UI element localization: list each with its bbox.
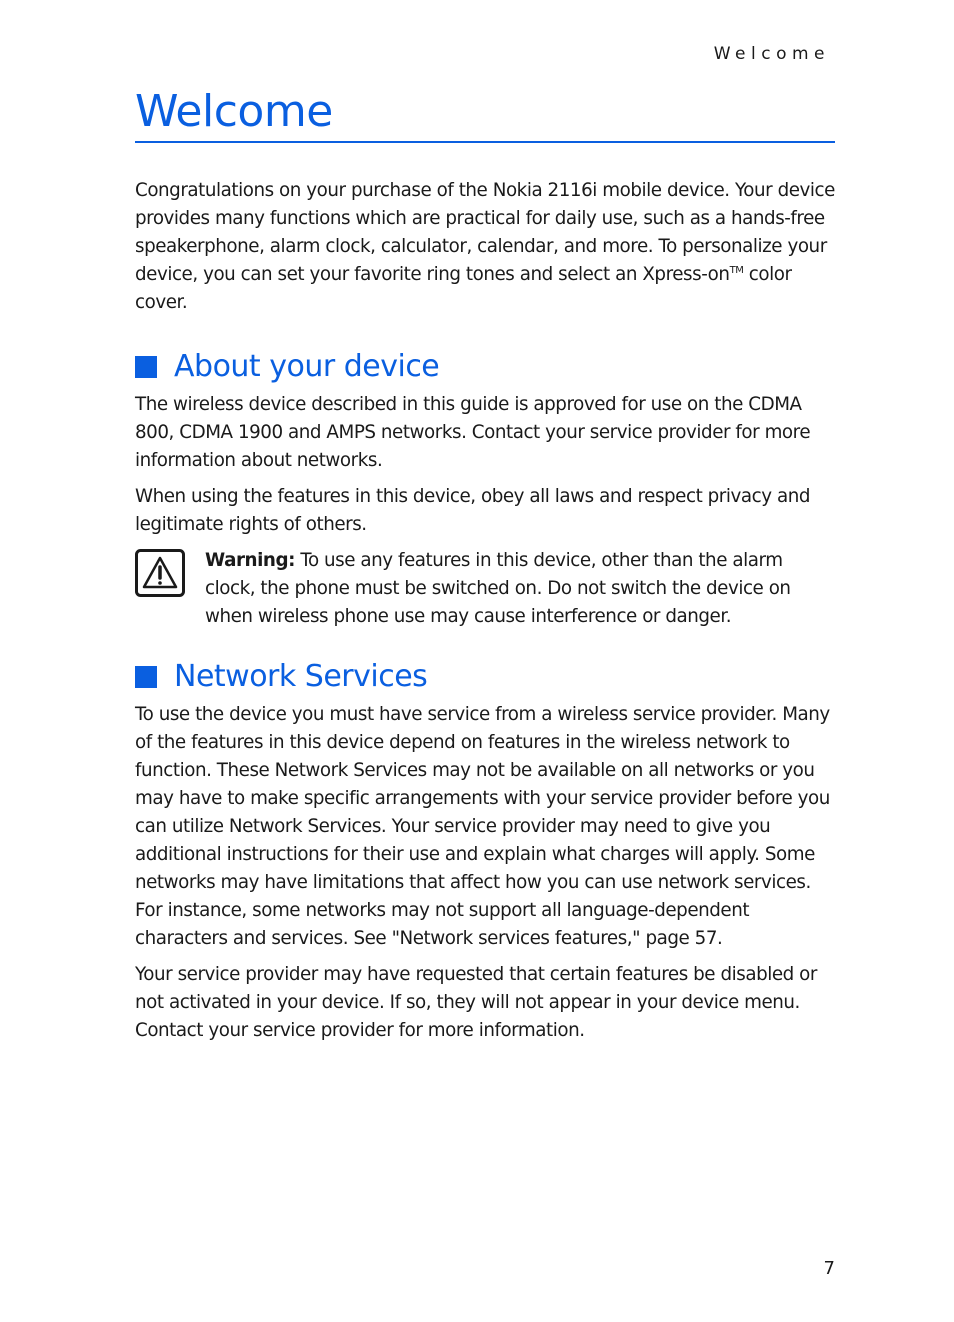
page-number: 7 xyxy=(823,1258,835,1279)
network-paragraph-1: To use the device you must have service from a wireless service provider. Many of the features in this device depend on features in the wireless network to function. These Network Services may not be available on all networks or you may have to make specific arrangements with your service provider before you can utilize Network Services. Your service provider may need to give you additional instructions for their use and explain what charges will apply. Some networks may have limitations that affect how you can use network services. For instance, some networks may not support all language-dependent characters and services. See "Network services features," page 57. xyxy=(135,704,830,949)
warning-text xyxy=(205,547,835,631)
intro-text: Congratulations on your purchase of the Nokia 2116i mobile device. Your device provides many functions which are practical for daily use, such as a hands-free speakerphone, alarm clock, calculator, calendar, and more. To personalize your device, you can set your favorite ring tones and select an Xpress-on xyxy=(135,180,835,285)
section-bullet-icon xyxy=(135,666,157,688)
warning-body: To use any features in this device, other than the alarm clock, the phone must be switched on. Do not switch the device on when wireless phone use may cause interference or danger. xyxy=(205,550,791,627)
warning-triangle-icon xyxy=(135,549,185,597)
about-paragraph-2: When using the features in this device, obey all laws and respect privacy and legitimate rights of others. xyxy=(135,486,810,535)
network-section-title: Network Services xyxy=(174,659,428,694)
section-bullet-icon xyxy=(135,356,157,378)
intro-paragraph xyxy=(135,177,835,317)
network-section-heading xyxy=(135,657,835,697)
network-paragraph-2: Your service provider may have requested that certain features be disabled or not activated in your device. If so, they will not appear in your device menu. Contact your service provider for more information. xyxy=(135,964,817,1041)
page-content xyxy=(135,177,835,1053)
title-rule xyxy=(135,141,835,143)
about-paragraph-1: The wireless device described in this guide is approved for use on the CDMA 800, CDMA 1900 and AMPS networks. Contact your service provider for more information about networks. xyxy=(135,394,811,471)
warning-label: Warning: xyxy=(205,550,295,571)
about-section-title: About your device xyxy=(174,349,440,384)
page-title: Welcome xyxy=(135,86,333,137)
about-section-heading xyxy=(135,347,835,387)
intro-text-end: color cover. xyxy=(135,264,792,313)
trademark-mark: TM xyxy=(729,265,744,276)
warning-note xyxy=(135,547,835,631)
running-header: Welcome xyxy=(713,44,830,64)
